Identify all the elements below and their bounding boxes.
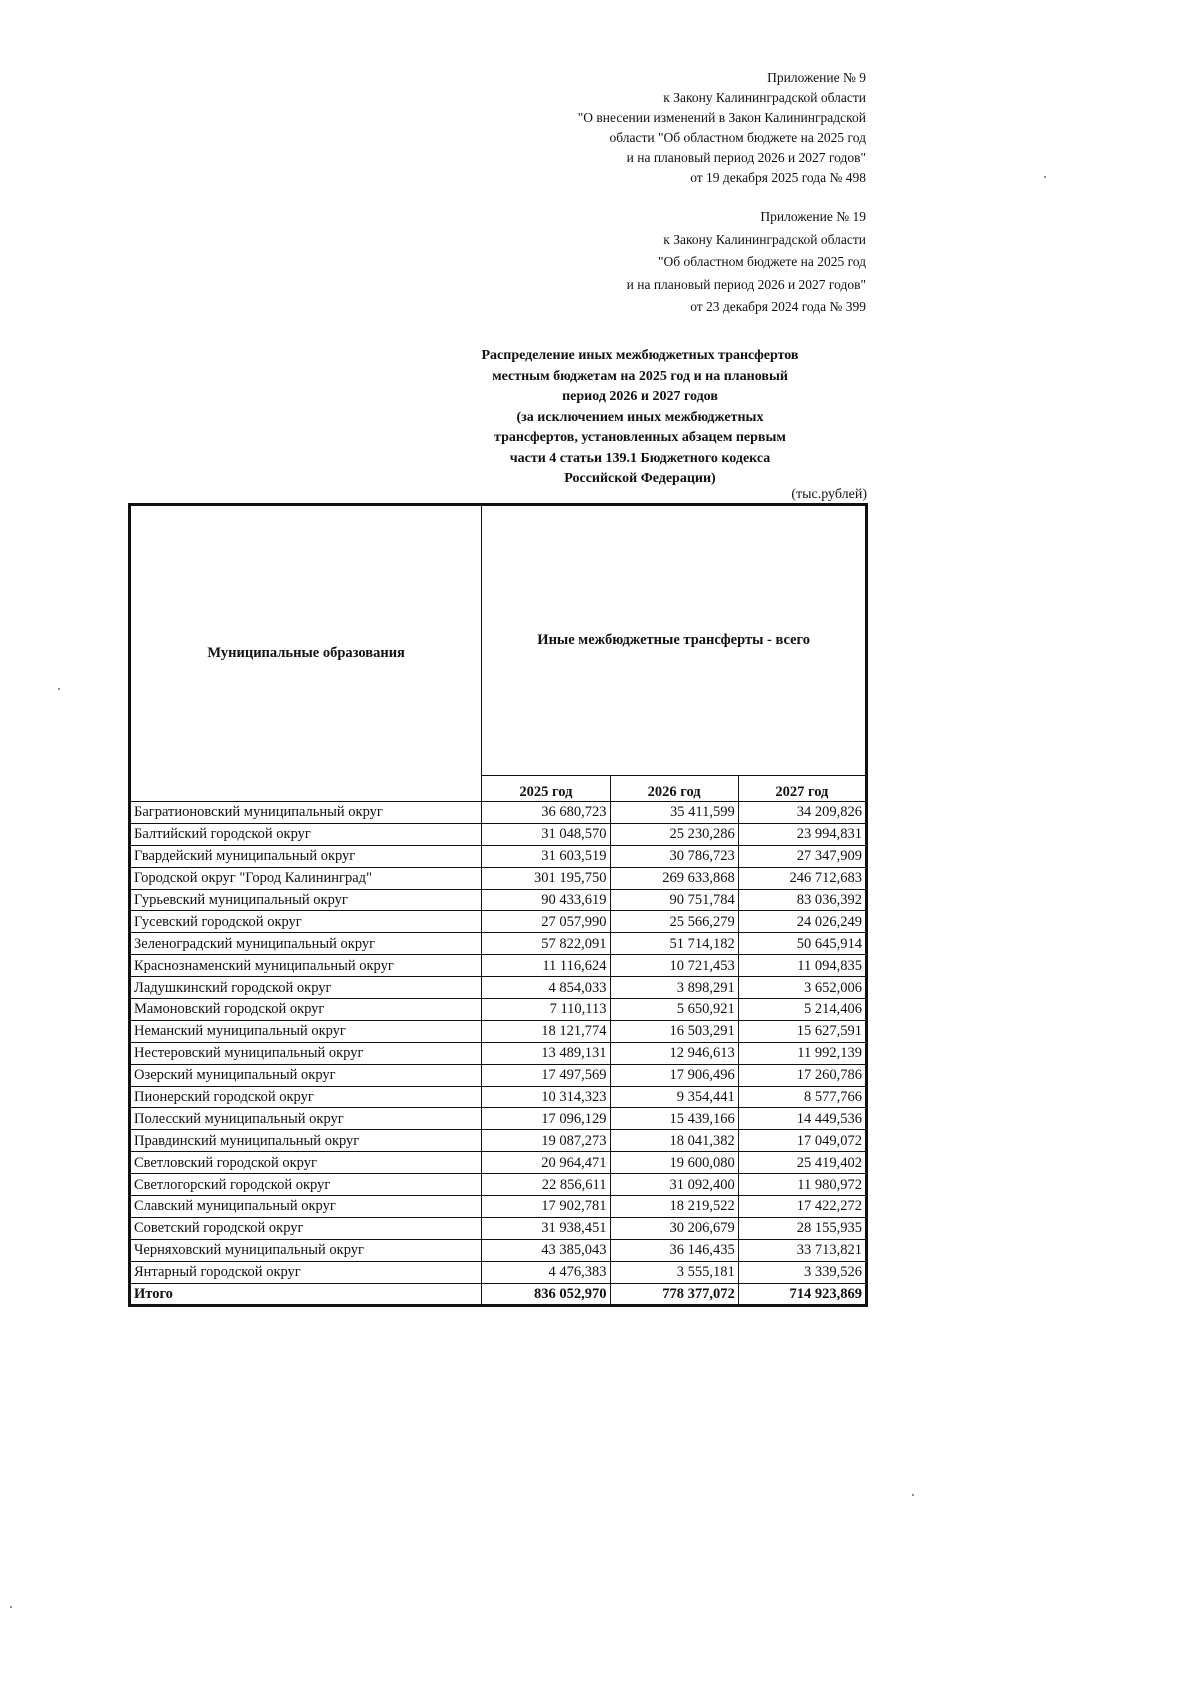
municipality-cell: Балтийский городской округ	[130, 823, 482, 845]
municipality-cell: Полесский муниципальный округ	[130, 1108, 482, 1130]
table-row	[130, 1086, 867, 1108]
value-2026-cell: 90 751,784	[610, 889, 738, 911]
value-2027-cell: 17 049,072	[738, 1130, 866, 1152]
year-header-2027: 2027 год	[738, 776, 866, 802]
annex-9-line: области "Об областном бюджете на 2025 год	[609, 130, 866, 145]
value-2026-cell: 15 439,166	[610, 1108, 738, 1130]
title-line: трансфертов, установленных абзацем первым	[494, 430, 786, 445]
value-2026-cell: 25 566,279	[610, 911, 738, 933]
table-row	[130, 889, 867, 911]
annex-9-line: "О внесении изменений в Закон Калининградской	[577, 110, 866, 125]
title-line: Российской Федерации)	[564, 471, 716, 486]
value-2026-cell: 12 946,613	[610, 1042, 738, 1064]
scan-speck	[58, 688, 60, 690]
annex-19-reference	[627, 206, 866, 319]
value-2025-cell: 17 096,129	[482, 1108, 610, 1130]
value-2027-cell: 23 994,831	[738, 823, 866, 845]
table-row	[130, 999, 867, 1021]
value-2027-cell: 27 347,909	[738, 845, 866, 867]
value-2025-cell: 90 433,619	[482, 889, 610, 911]
value-2026-cell: 35 411,599	[610, 802, 738, 824]
value-2025-cell: 836 052,970	[482, 1283, 610, 1306]
value-2026-cell: 36 146,435	[610, 1239, 738, 1261]
value-2025-cell: 20 964,471	[482, 1152, 610, 1174]
value-2026-cell: 31 092,400	[610, 1174, 738, 1196]
table-row	[130, 1020, 867, 1042]
value-2026-cell: 18 219,522	[610, 1196, 738, 1218]
scan-speck	[1044, 176, 1046, 178]
table-body	[130, 802, 867, 1306]
value-2025-cell: 22 856,611	[482, 1174, 610, 1196]
value-2026-cell: 30 206,679	[610, 1217, 738, 1239]
value-2027-cell: 11 094,835	[738, 955, 866, 977]
scan-speck	[10, 1606, 12, 1608]
value-2027-cell: 15 627,591	[738, 1020, 866, 1042]
year-header-2025: 2025 год	[482, 776, 610, 802]
title-line: (за исключением иных межбюджетных	[516, 409, 764, 425]
table-row	[130, 977, 867, 999]
scan-speck	[912, 1494, 914, 1496]
value-2027-cell: 28 155,935	[738, 1217, 866, 1239]
municipality-cell: Неманский муниципальный округ	[130, 1020, 482, 1042]
value-2026-cell: 778 377,072	[610, 1283, 738, 1306]
value-2027-cell: 246 712,683	[738, 867, 866, 889]
municipality-cell: Багратионовский муниципальный округ	[130, 802, 482, 824]
title-line: Распределение иных межбюджетных трансфертов	[481, 348, 799, 363]
municipality-cell: Итого	[130, 1283, 482, 1306]
value-2025-cell: 11 116,624	[482, 955, 610, 977]
value-2025-cell: 301 195,750	[482, 867, 610, 889]
value-2027-cell: 50 645,914	[738, 933, 866, 955]
value-2027-cell: 33 713,821	[738, 1239, 866, 1261]
table-row	[130, 933, 867, 955]
municipality-cell: Черняховский муниципальный округ	[130, 1239, 482, 1261]
value-2025-cell: 18 121,774	[482, 1020, 610, 1042]
municipality-cell: Озерский муниципальный округ	[130, 1064, 482, 1086]
table-row	[130, 845, 867, 867]
municipality-cell: Мамоновский городской округ	[130, 999, 482, 1021]
municipality-cell: Пионерский городской округ	[130, 1086, 482, 1108]
municipality-cell: Светловский городской округ	[130, 1152, 482, 1174]
value-2026-cell: 5 650,921	[610, 999, 738, 1021]
title-line: местным бюджетам на 2025 год и на плановый	[492, 368, 788, 384]
value-2026-cell: 3 555,181	[610, 1261, 738, 1283]
value-2025-cell: 31 938,451	[482, 1217, 610, 1239]
municipality-cell: Городской округ "Город Калининград"	[130, 867, 482, 889]
municipality-cell: Зеленоградский муниципальный округ	[130, 933, 482, 955]
table-row	[130, 1196, 867, 1218]
table-row	[130, 911, 867, 933]
value-2025-cell: 17 497,569	[482, 1064, 610, 1086]
table-row	[130, 1042, 867, 1064]
table-row	[130, 823, 867, 845]
transfers-table	[128, 503, 868, 1307]
municipality-cell: Славский муниципальный округ	[130, 1196, 482, 1218]
value-2025-cell: 36 680,723	[482, 802, 610, 824]
table-row	[130, 1239, 867, 1261]
value-2027-cell: 11 992,139	[738, 1042, 866, 1064]
municipality-cell: Нестеровский муниципальный округ	[130, 1042, 482, 1064]
value-2027-cell: 14 449,536	[738, 1108, 866, 1130]
title-line: период 2026 и 2027 годов	[562, 389, 718, 404]
annex-19-line: и на плановый период 2026 и 2027 годов"	[626, 276, 866, 292]
value-2025-cell: 13 489,131	[482, 1042, 610, 1064]
value-2025-cell: 57 822,091	[482, 933, 610, 955]
value-2026-cell: 51 714,182	[610, 933, 738, 955]
municipality-cell: Ладушкинский городской округ	[130, 977, 482, 999]
table-row	[130, 1064, 867, 1086]
document-title	[430, 346, 850, 490]
annex-19-line: "Об областном бюджете на 2025 год	[658, 254, 866, 269]
value-2027-cell: 24 026,249	[738, 911, 866, 933]
value-2026-cell: 25 230,286	[610, 823, 738, 845]
annex-9-line: от 19 декабря 2025 года № 498	[690, 170, 866, 185]
municipality-cell: Гусевский городской округ	[130, 911, 482, 933]
value-2026-cell: 18 041,382	[610, 1130, 738, 1152]
value-2027-cell: 17 260,786	[738, 1064, 866, 1086]
table-row	[130, 955, 867, 977]
value-2027-cell: 11 980,972	[738, 1174, 866, 1196]
table-row	[130, 1108, 867, 1130]
value-2026-cell: 16 503,291	[610, 1020, 738, 1042]
value-2025-cell: 43 385,043	[482, 1239, 610, 1261]
value-2025-cell: 17 902,781	[482, 1196, 610, 1218]
annex-9-line: Приложение № 9	[767, 70, 866, 85]
value-2026-cell: 3 898,291	[610, 977, 738, 999]
municipality-cell: Светлогорский городской округ	[130, 1174, 482, 1196]
value-2026-cell: 19 600,080	[610, 1152, 738, 1174]
annex-19-line: к Закону Калининградской области	[663, 231, 866, 247]
value-2025-cell: 10 314,323	[482, 1086, 610, 1108]
value-2027-cell: 8 577,766	[738, 1086, 866, 1108]
value-2025-cell: 4 476,383	[482, 1261, 610, 1283]
value-2027-cell: 3 652,006	[738, 977, 866, 999]
municipality-cell: Советский городской округ	[130, 1217, 482, 1239]
value-2027-cell: 17 422,272	[738, 1196, 866, 1218]
table-row	[130, 1152, 867, 1174]
table-row	[130, 1174, 867, 1196]
value-2025-cell: 4 854,033	[482, 977, 610, 999]
value-2026-cell: 30 786,723	[610, 845, 738, 867]
municipality-cell: Гурьевский муниципальный округ	[130, 889, 482, 911]
municipality-cell: Гвардейский муниципальный округ	[130, 845, 482, 867]
value-2026-cell: 17 906,496	[610, 1064, 738, 1086]
municipality-cell: Янтарный городской округ	[130, 1261, 482, 1283]
value-2026-cell: 10 721,453	[610, 955, 738, 977]
table-row	[130, 802, 867, 824]
value-2025-cell: 7 110,113	[482, 999, 610, 1021]
value-2027-cell: 714 923,869	[738, 1283, 866, 1306]
value-2027-cell: 83 036,392	[738, 889, 866, 911]
table-row	[130, 1130, 867, 1152]
total-row	[130, 1283, 867, 1306]
table-row	[130, 867, 867, 889]
value-2027-cell: 25 419,402	[738, 1152, 866, 1174]
annex-19-line: от 23 декабря 2024 года № 399	[690, 299, 866, 314]
value-2025-cell: 31 048,570	[482, 823, 610, 845]
table-row	[130, 1217, 867, 1239]
annex-9-reference	[578, 68, 866, 188]
table-row	[130, 1261, 867, 1283]
header-municipal-units: Муниципальные образования	[130, 505, 482, 802]
annex-9-line: к Закону Калининградской области	[663, 90, 866, 105]
units-label: (тыс.рублей)	[791, 487, 867, 502]
value-2026-cell: 269 633,868	[610, 867, 738, 889]
value-2027-cell: 34 209,826	[738, 802, 866, 824]
year-header-2026: 2026 год	[610, 776, 738, 802]
title-line: части 4 статьи 139.1 Бюджетного кодекса	[509, 450, 771, 466]
value-2027-cell: 3 339,526	[738, 1261, 866, 1283]
municipality-cell: Краснознаменский муниципальный округ	[130, 955, 482, 977]
annex-19-line: Приложение № 19	[760, 209, 866, 224]
annex-9-line: и на плановый период 2026 и 2027 годов"	[626, 150, 866, 165]
value-2025-cell: 19 087,273	[482, 1130, 610, 1152]
value-2025-cell: 27 057,990	[482, 911, 610, 933]
value-2025-cell: 31 603,519	[482, 845, 610, 867]
municipality-cell: Правдинский муниципальный округ	[130, 1130, 482, 1152]
value-2027-cell: 5 214,406	[738, 999, 866, 1021]
value-2026-cell: 9 354,441	[610, 1086, 738, 1108]
header-total-transfers: Иные межбюджетные трансферты - всего	[482, 505, 867, 776]
